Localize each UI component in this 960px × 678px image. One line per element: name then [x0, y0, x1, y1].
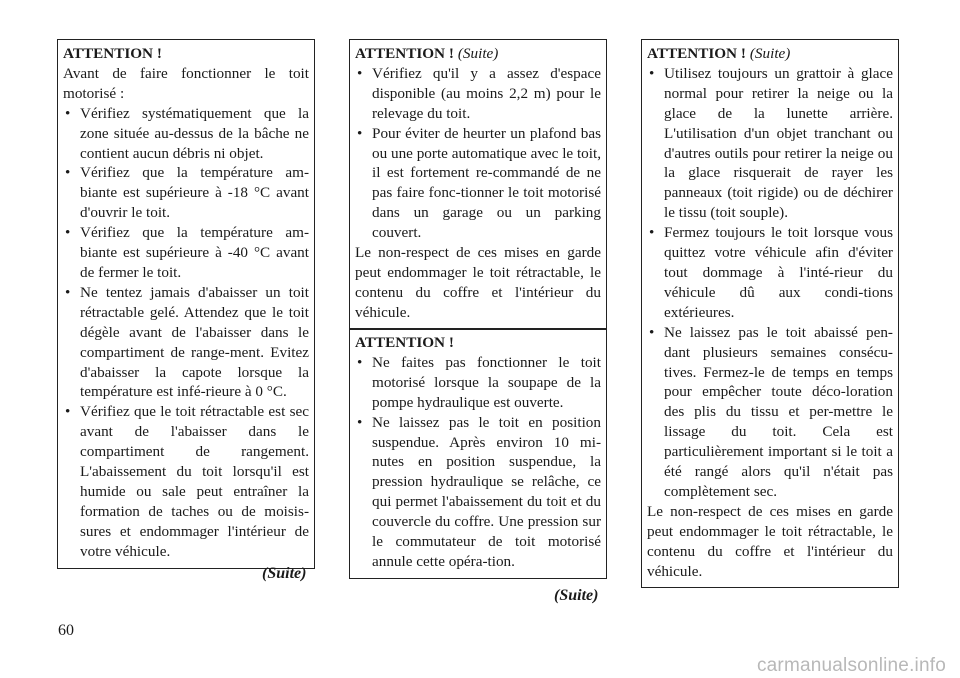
warning-heading: ATTENTION !: [355, 334, 454, 351]
list-item: • Pour éviter de heurter un plafond bas ou une porte automatique avec le toit, il est fortement re-commandé de ne pas faire fonc-tionner le toit motorisé dans un garage ou un parking couvert.: [355, 124, 601, 243]
list-item: • Utilisez toujours un grattoir à glace normal pour retirer la neige ou la glace de la lunette arrière. L'utilisation d'un objet tranchant ou d'autres outils pour retirer la neige ou la glace risquerait de rayer les panneaux (toit rigide) ou de déchirer le tissu (toit souple).: [647, 64, 893, 223]
page-number: 60: [58, 622, 74, 639]
warning-footer: Le non-respect de ces mises en garde peut endommager le toit rétractable, le contenu du coffre et l'intérieur du véhicule.: [355, 244, 601, 321]
warning-intro: Avant de faire fonctionner le toit motorisé :: [63, 64, 309, 102]
list-item: • Ne faites pas fonctionner le toit motorisé lorsque la soupape de la pompe hydraulique est ouverte.: [355, 353, 601, 413]
warning-list: [355, 353, 601, 572]
list-item: • Vérifiez que la température am-biante est supérieure à -18 °C avant d'ouvrir le toit.: [63, 163, 309, 223]
warning-box-1: [57, 39, 315, 569]
continued-label: (Suite): [554, 587, 599, 604]
warning-heading: ATTENTION ! (Suite): [647, 45, 791, 62]
watermark: carmanualsonline.info: [756, 655, 946, 676]
list-item: • Vérifiez que la température am-biante est supérieure à -40 °C avant de fermer le toit.: [63, 223, 309, 283]
suite-label: (Suite): [457, 45, 499, 62]
warning-box-4: [641, 39, 899, 588]
warning-list: [647, 64, 893, 502]
warning-box-2: [349, 39, 607, 330]
warning-footer: Le non-respect de ces mises en garde peut endommager le toit rétractable, le contenu du coffre et l'intérieur du véhicule.: [647, 502, 893, 580]
list-item: • Vérifiez systématiquement que la zone située au-dessus de la bâche ne contient aucun débris ni objet.: [63, 104, 309, 164]
continued-label: (Suite): [262, 565, 307, 582]
list-item: • Fermez toujours le toit lorsque vous quittez votre véhicule afin d'éviter tout dommage à l'inté-rieur du véhicule dû aux condi-tions extérieures.: [647, 223, 893, 323]
warning-box-3: [349, 328, 607, 579]
warning-heading: ATTENTION ! (Suite): [355, 45, 499, 62]
suite-label: (Suite): [749, 45, 791, 62]
list-item: • Vérifiez qu'il y a assez d'espace disponible (au moins 2,2 m) pour le relevage du toit.: [355, 64, 601, 124]
list-item: • Vérifiez que le toit rétractable est sec avant de l'abaisser dans le compartiment de rangement. L'abaissement du toit lorsqu'il est humide ou sale peut entraîner la formation de taches ou de moisis-sures et endommager l'intérieur de votre véhicule.: [63, 402, 309, 561]
warning-list: [63, 104, 309, 562]
list-item: • Ne laissez pas le toit en position suspendue. Après environ 10 mi-nutes en position suspendue, la pression hydraulique se relâche, ce qui permet l'abaissement du toit et du couvercle du coffre. Une pression sur le commutateur de toit motorisé annule cette opéra-tion.: [355, 413, 601, 572]
warning-heading: ATTENTION !: [63, 45, 162, 62]
list-item: • Ne tentez jamais d'abaisser un toit rétractable gelé. Attendez que le toit dégèle avant de l'abaisser dans le compartiment de range-ment. Evitez d'abaisser la capote lorsque la température est infé-rieure à 0 °C.: [63, 283, 309, 402]
warning-list: [355, 64, 601, 243]
list-item: • Ne laissez pas le toit abaissé pen-dant plusieurs semaines consécu-tives. Fermez-le de temps en temps pour empêcher toute déco-loration des plis du tissu et per-mettre le lissage du toit. Cela est particulièrement important si le toit a été rangé alors qu'il n'était pas complètement sec.: [647, 323, 893, 502]
